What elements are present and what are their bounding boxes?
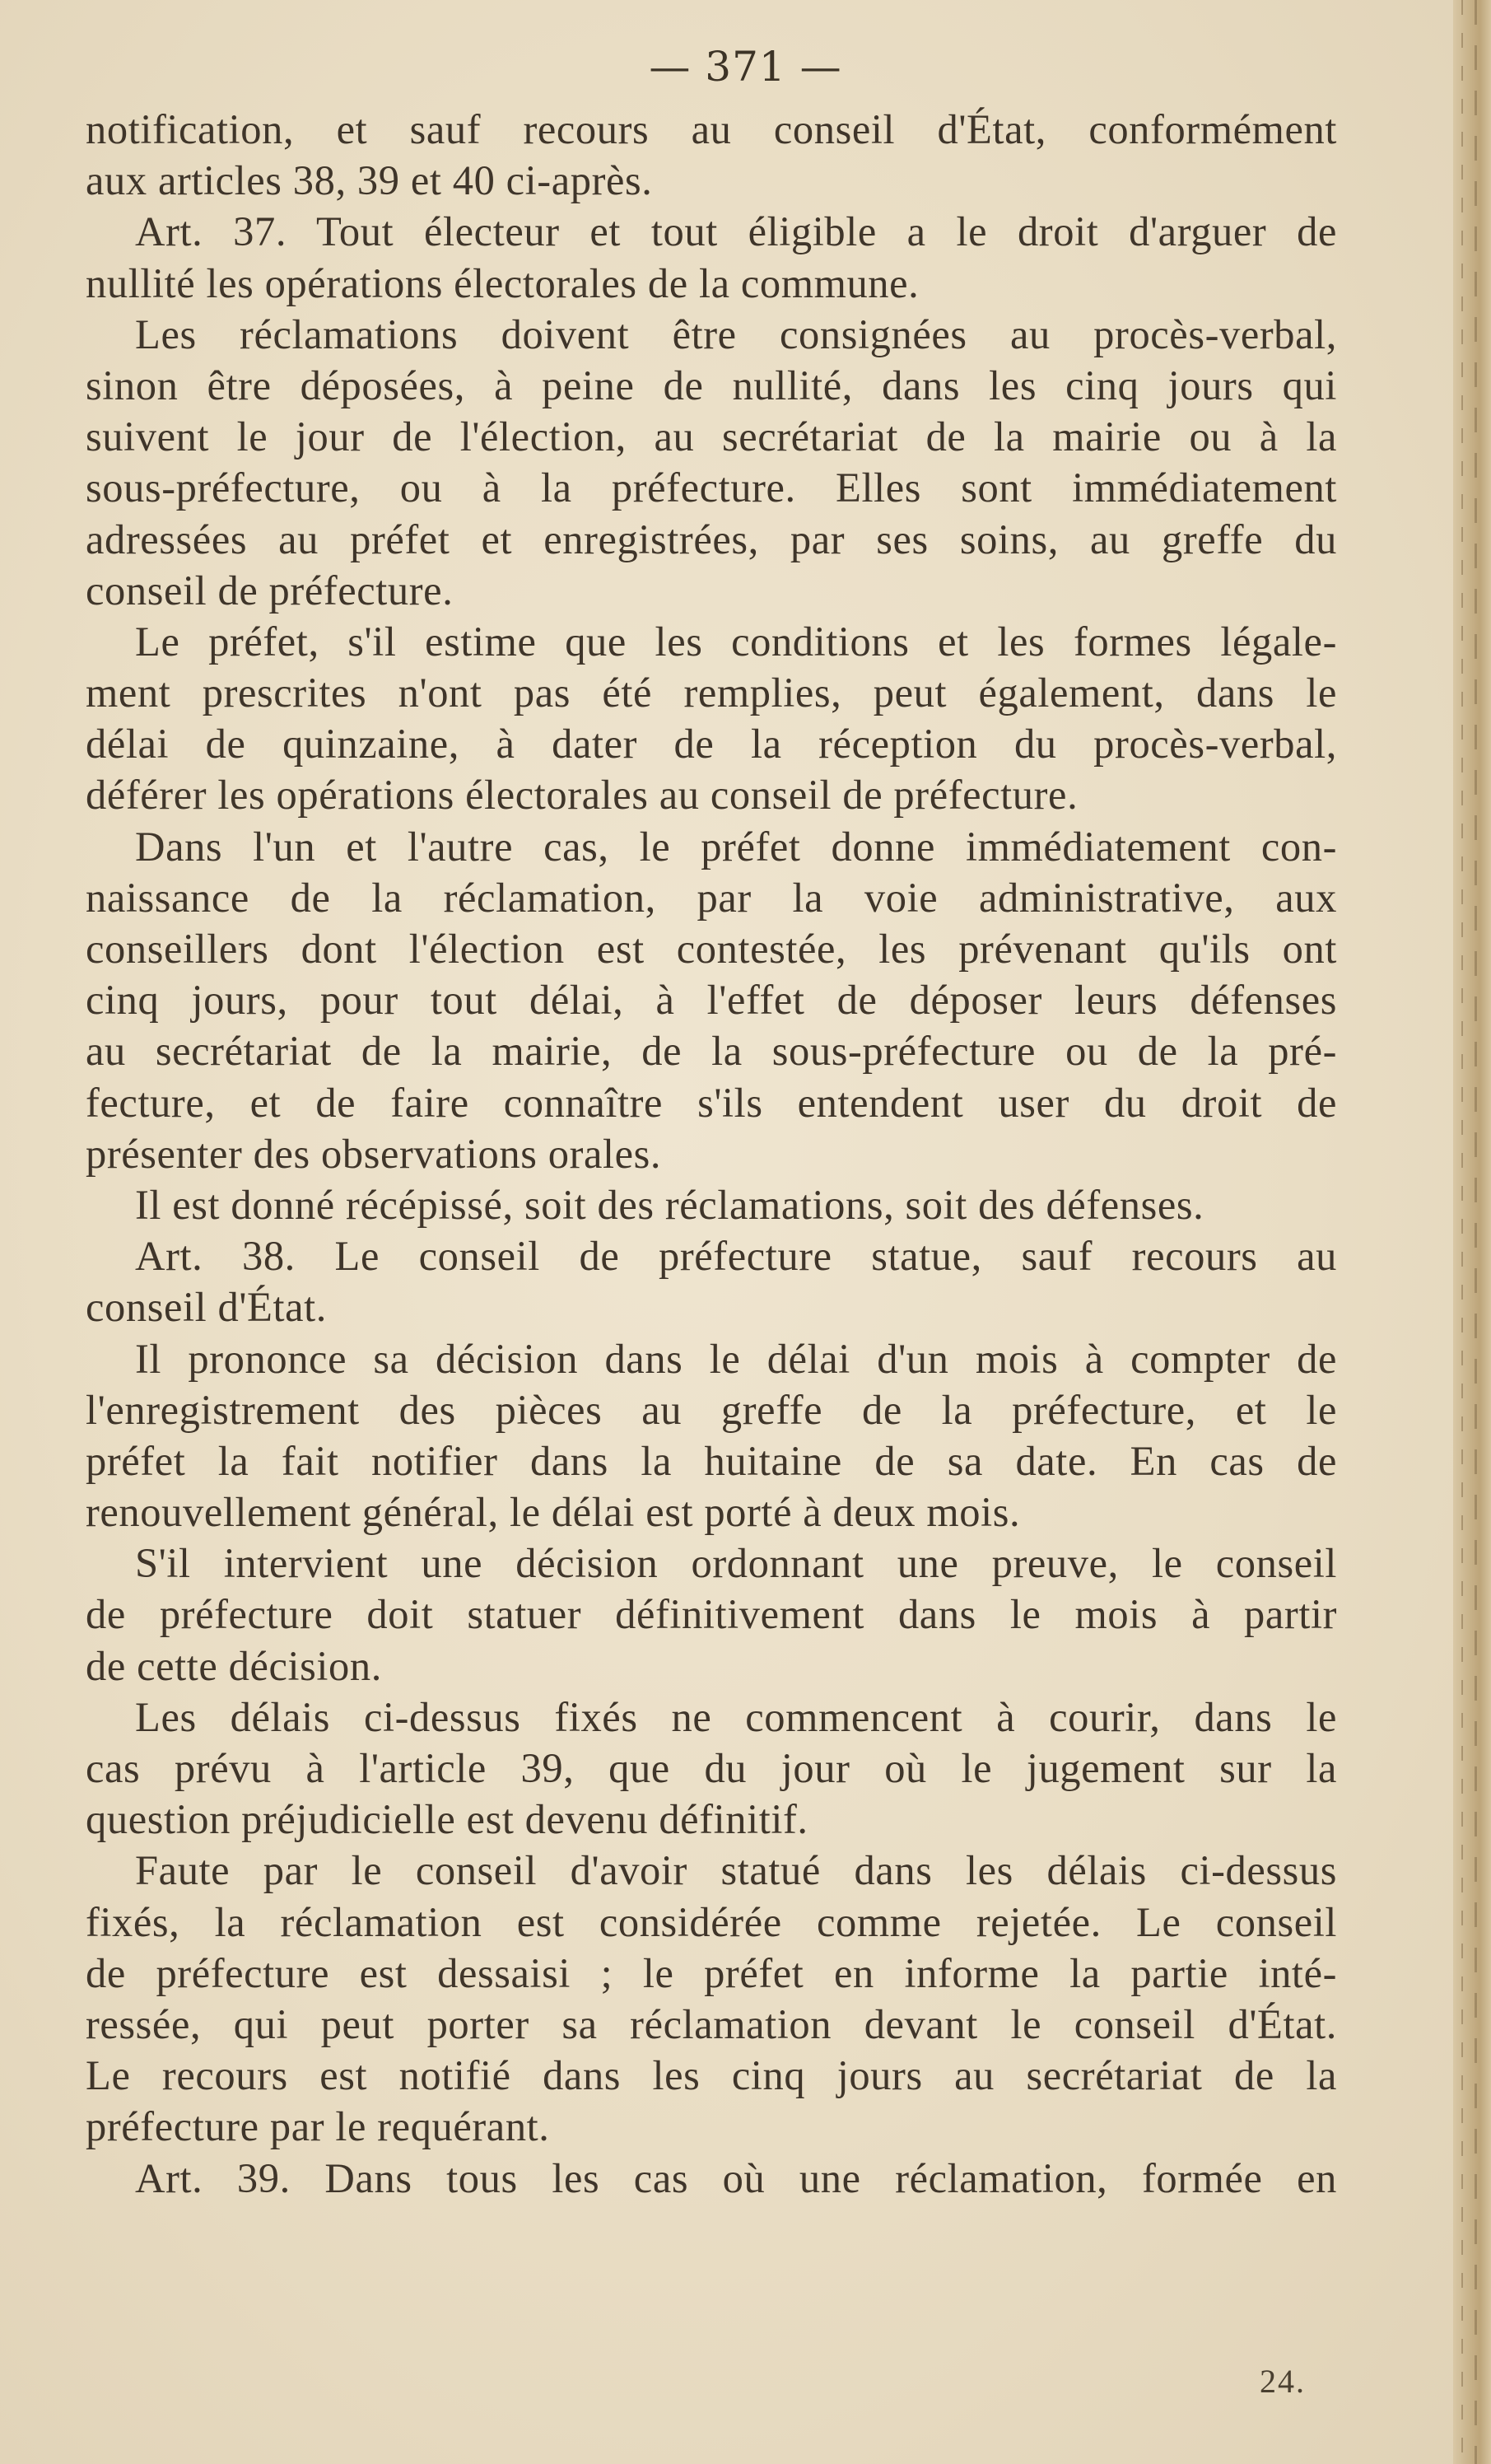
text-line: suivent le jour de l'élection, au secrétariat de la mairie ou à la	[86, 413, 1337, 460]
text-line: cas prévu à l'article 39, que du jour où le jugement sur la	[86, 1745, 1337, 1791]
text-line: Il est donné récépissé, soit des réclamations, soit des défenses.	[135, 1181, 1204, 1228]
text-line: de préfecture doit statuer définitivement dans le mois à partir	[86, 1591, 1337, 1638]
text-line: S'il intervient une décision ordonnant une preuve, le conseil	[135, 1540, 1337, 1587]
text-line: nullité les opérations électorales de la commune.	[86, 259, 920, 306]
text-line: de cette décision.	[86, 1642, 382, 1689]
text-line: conseil d'État.	[86, 1284, 327, 1331]
text-line: Art. 39. Dans tous les cas où une réclamation, formée en	[135, 2154, 1337, 2201]
text-line: Il prononce sa décision dans le délai d'un mois à compter de	[135, 1335, 1337, 1382]
text-line: présenter des observations orales.	[86, 1130, 662, 1177]
text-line: ressée, qui peut porter sa réclamation devant le conseil d'État.	[86, 2000, 1337, 2047]
text-line: Dans l'un et l'autre cas, le préfet donne immédiatement con-	[135, 823, 1337, 870]
text-line: conseil de préfecture.	[86, 567, 454, 614]
text-line: aux articles 38, 39 et 40 ci-après.	[86, 157, 653, 204]
text-line: préfet la fait notifier dans la huitaine de sa date. En cas de	[86, 1437, 1337, 1484]
text-line: cinq jours, pour tout délai, à l'effet de déposer leurs défenses	[86, 977, 1337, 1024]
text-line: notification, et sauf recours au conseil d'État, conformément	[86, 106, 1337, 152]
text-line: Les réclamations doivent être consignées au procès-verbal,	[135, 310, 1337, 357]
text-line: Faute par le conseil d'avoir statué dans les délais ci-dessus	[135, 1847, 1337, 1894]
text-line: adressées au préfet et enregistrées, par ses soins, au greffe du	[86, 516, 1337, 562]
text-line: fixés, la réclamation est considérée comme rejetée. Le conseil	[86, 1898, 1337, 1945]
signature-mark: 24.	[1260, 2363, 1306, 2400]
text-line: ment prescrites n'ont pas été remplies, peut également, dans le	[86, 670, 1337, 716]
text-line: au secrétariat de la mairie, de la sous-préfecture ou de la pré-	[86, 1028, 1337, 1075]
text-line: l'enregistrement des pièces au greffe de la préfecture, et le	[86, 1386, 1337, 1433]
text-line: Art. 37. Tout électeur et tout éligible a le droit d'arguer de	[135, 208, 1337, 255]
text-line: sinon être déposées, à peine de nullité, dans les cinq jours qui	[86, 362, 1337, 408]
text-line: préfecture par le requérant.	[86, 2103, 550, 2150]
page-number-header: — 371 —	[649, 43, 842, 91]
text-line: naissance de la réclamation, par la voie administrative, aux	[86, 874, 1337, 921]
text-line: conseillers dont l'élection est contestée, les prévenant qu'ils ont	[86, 926, 1337, 972]
text-line: sous-préfecture, ou à la préfecture. Elles sont immédiatement	[86, 464, 1337, 511]
text-line: Art. 38. Le conseil de préfecture statue, sauf recours au	[135, 1233, 1337, 1280]
body-text	[86, 104, 1337, 2204]
text-line: Le préfet, s'il estime que les conditions et les formes légale-	[135, 618, 1337, 665]
text-line: délai de quinzaine, à dater de la réception du procès-verbal,	[86, 721, 1337, 768]
text-line: fecture, et de faire connaître s'ils entendent user du droit de	[86, 1079, 1337, 1126]
book-spine-edge	[1453, 0, 1491, 2464]
text-line: de préfecture est dessaisi ; le préfet en informe la partie inté-	[86, 1949, 1337, 1996]
text-line: Le recours est notifié dans les cinq jours au secrétariat de la	[86, 2052, 1337, 2099]
text-line: Les délais ci-dessus fixés ne commencent à courir, dans le	[135, 1693, 1337, 1740]
text-line: renouvellement général, le délai est porté à deux mois.	[86, 1489, 1021, 1536]
text-line: question préjudicielle est devenu définitif.	[86, 1796, 808, 1843]
text-line: déférer les opérations électorales au conseil de préfecture.	[86, 772, 1079, 819]
